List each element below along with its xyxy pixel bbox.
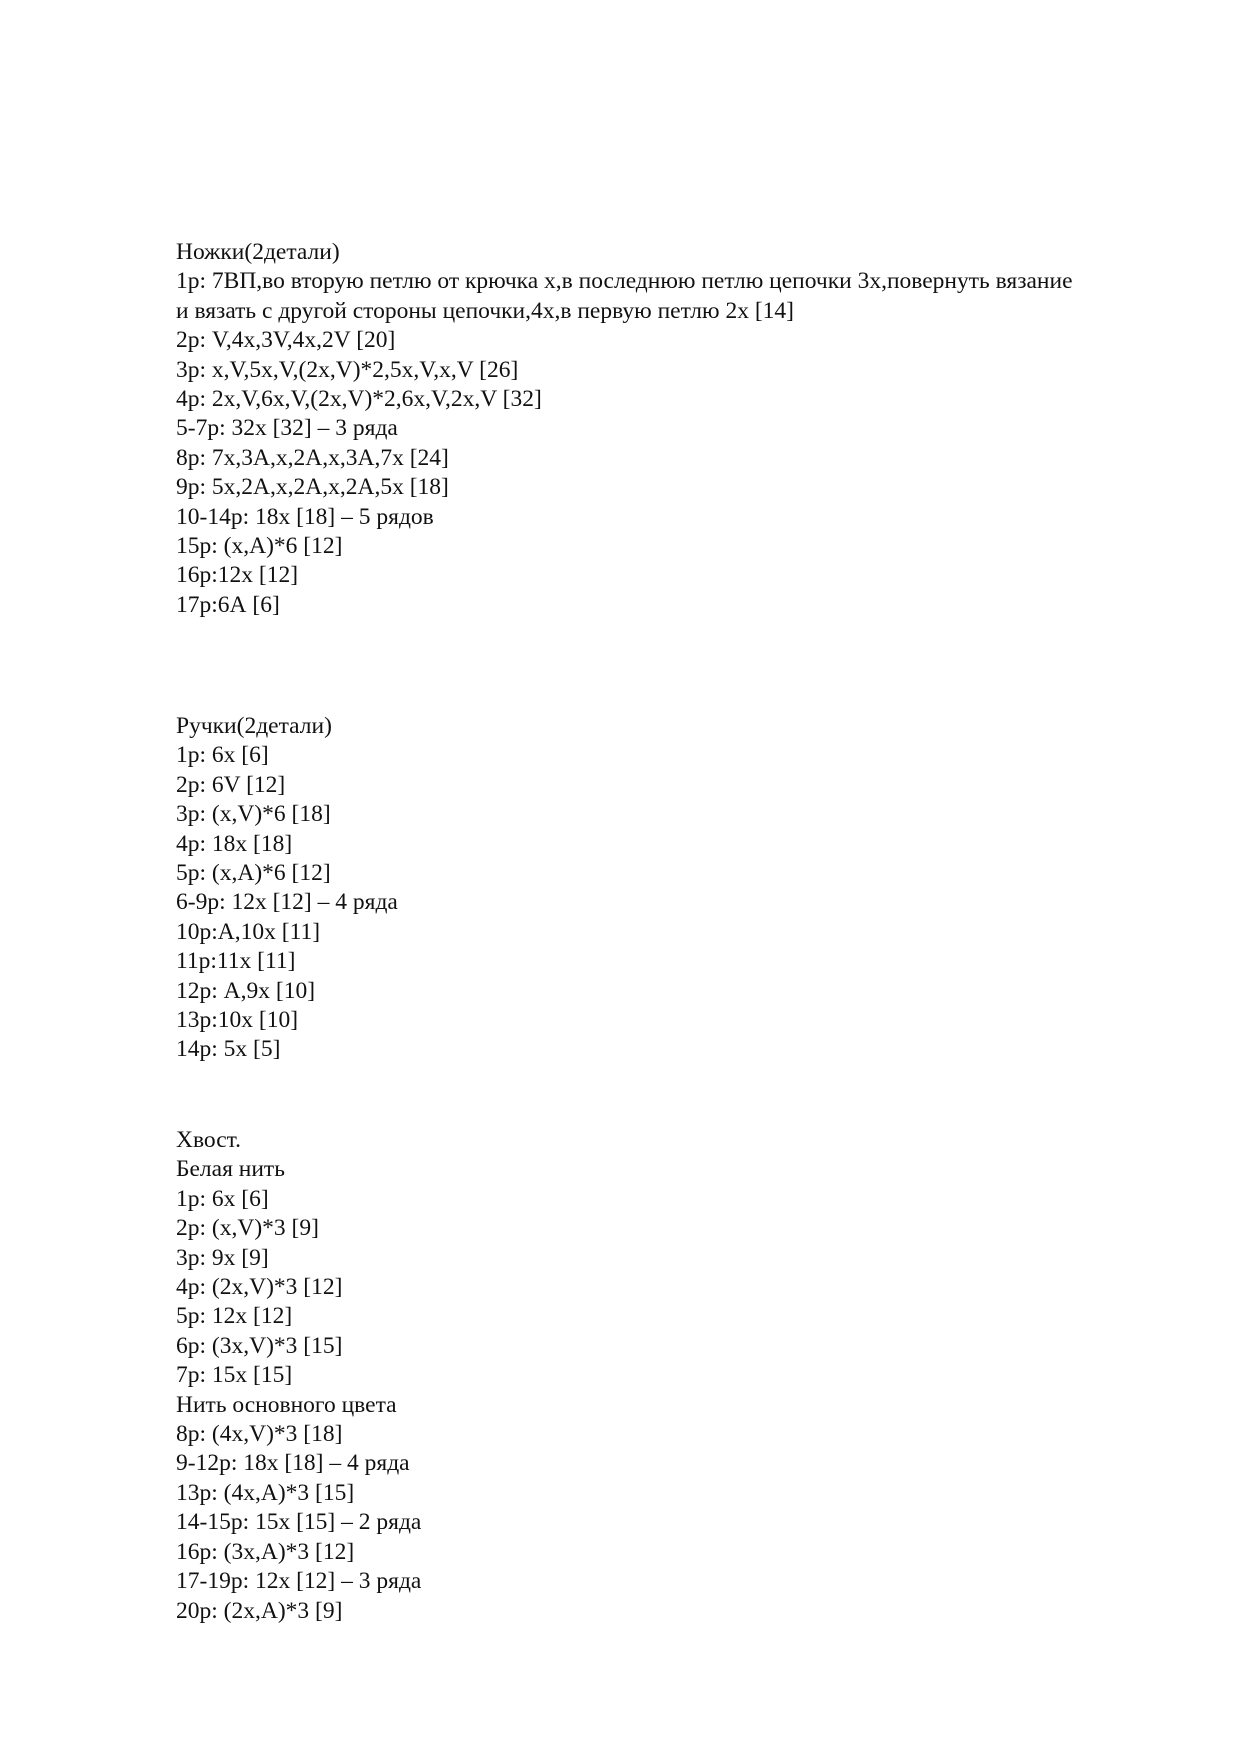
pattern-row: 5-7р: 32х [32] – 3 ряда [176, 415, 398, 442]
pattern-row: 14-15р: 15х [15] – 2 ряда [176, 1509, 422, 1536]
section-title: Ножки(2детали) [176, 239, 340, 265]
pattern-row: 5р: (х,А)*6 [12] [176, 860, 331, 887]
pattern-row: 17р:6А [6] [176, 591, 280, 618]
pattern-row: 16р:12х [12] [176, 562, 299, 589]
pattern-row: 9р: 5х,2А,х,2А,х,2А,5х [18] [176, 474, 449, 501]
pattern-row: 3р: x,V,5x,V,(2x,V)*2,5x,V,x,V [26] [176, 356, 519, 383]
pattern-row: 17-19р: 12х [12] – 3 ряда [176, 1568, 422, 1595]
pattern-row: 1р: 6х [6] [176, 742, 269, 769]
pattern-row: 6-9р: 12х [12] – 4 ряда [176, 889, 398, 916]
pattern-row: 10р:А,10х [11] [176, 918, 321, 945]
pattern-row: 13р: (4х,А)*3 [15] [176, 1479, 355, 1506]
section-tail [176, 1126, 1156, 1626]
pattern-row: 8р: 7х,3А,х,2А,х,3А,7х [24] [176, 444, 449, 471]
pattern-row: 10-14р: 18х [18] – 5 рядов [176, 503, 434, 530]
pattern-row: 5р: 12х [12] [176, 1303, 293, 1330]
pattern-row: 7р: 15х [15] [176, 1362, 293, 1389]
pattern-row: 3р: (x,V)*6 [18] [176, 801, 331, 828]
section-legs [176, 238, 1156, 620]
pattern-row: 20р: (2х,А)*3 [9] [176, 1597, 343, 1624]
pattern-row: 2р: (x,V)*3 [9] [176, 1215, 319, 1242]
pattern-row: 11р:11х [11] [176, 948, 296, 975]
pattern-row: 15р: (х,А)*6 [12] [176, 533, 343, 560]
pattern-row: 9-12р: 18х [18] – 4 ряда [176, 1450, 410, 1477]
pattern-row: 4р: 2x,V,6x,V,(2x,V)*2,6x,V,2x,V [32] [176, 386, 542, 413]
section-arms [176, 712, 1156, 1065]
pattern-row: 8р: (4x,V)*3 [18] [176, 1421, 343, 1448]
pattern-row: 6р: (3x,V)*3 [15] [176, 1332, 343, 1359]
pattern-row: и вязать с другой стороны цепочки,4х,в первую петлю 2х [14] [176, 297, 794, 324]
pattern-row: 4р: (2x,V)*3 [12] [176, 1274, 343, 1301]
pattern-row: 3р: 9х [9] [176, 1244, 269, 1271]
yarn-color-note: Белая нить [176, 1156, 285, 1183]
section-title: Хвост. [176, 1127, 242, 1153]
section-title: Ручки(2детали) [176, 713, 332, 739]
pattern-row: 14р: 5х [5] [176, 1036, 281, 1063]
pattern-row: 4р: 18х [18] [176, 830, 293, 857]
pattern-row: 2р: 6V [12] [176, 771, 286, 798]
pattern-row: 13р:10х [10] [176, 1007, 299, 1034]
pattern-row: 1р: 6х [6] [176, 1185, 269, 1212]
pattern-row: 2р: V,4x,3V,4x,2V [20] [176, 327, 396, 354]
pattern-row: 12р: А,9х [10] [176, 977, 316, 1004]
yarn-color-note: Нить основного цвета [176, 1391, 397, 1418]
pattern-row: 16р: (3х,А)*3 [12] [176, 1538, 355, 1565]
pattern-row: 1р: 7ВП,во вторую петлю от крючка х,в последнюю петлю цепочки 3х,повернуть вязание [176, 268, 1073, 295]
